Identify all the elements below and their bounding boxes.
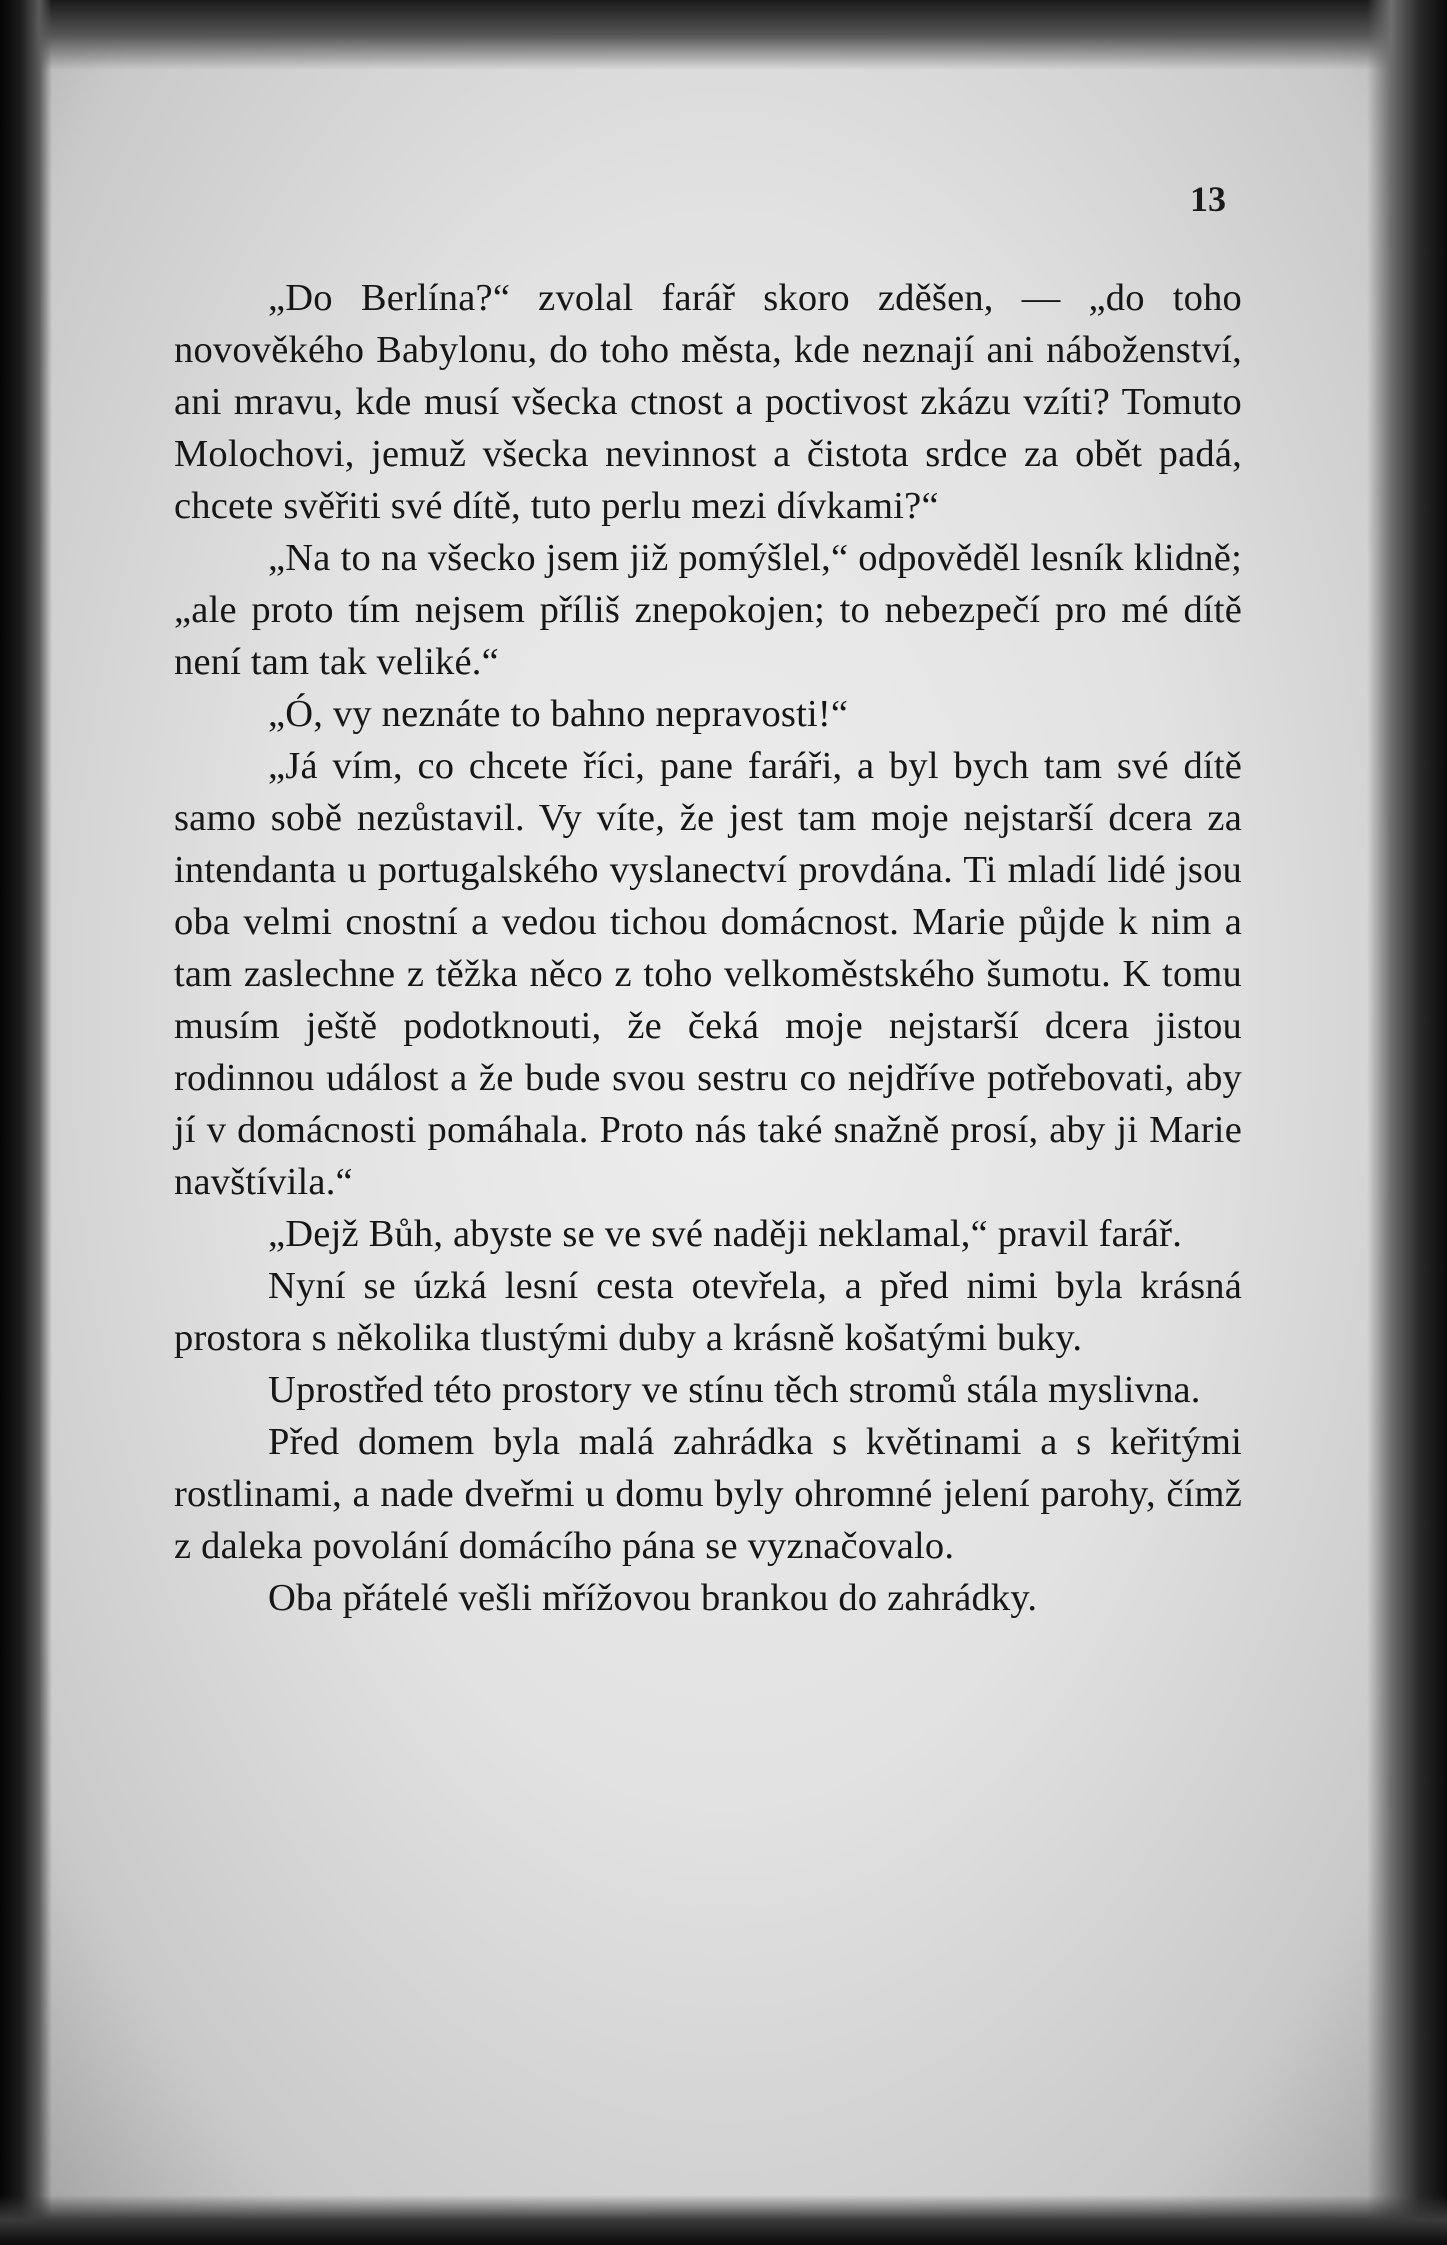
page-number: 13 — [1190, 179, 1226, 219]
scan-border-bottom — [0, 2195, 1447, 2245]
paragraph-2: „Na to na všecko jsem již pomýšlel,“ odpověděl lesník klidně; „ale proto tím nejsem příliš znepokojen; to nebezpečí pro mé dítě není tam tak veliké.“ — [174, 537, 1242, 683]
body-text — [174, 272, 1242, 1624]
paragraph-4: „Já vím, co chcete říci, pane faráři, a byl bych tam své dítě samo sobě nezůstavil. Vy víte, že jest tam moje nejstarší dcera za intendanta u portugalského vyslanectví provdána. Ti mladí lidé jsou oba velmi cnostní a vedou tichou domácnost. Marie půjde k nim a tam zaslechne z těžka něco z toho velkoměstského šumotu. K tomu musím ještě podotknouti, že čeká moje nejstarší dcera jistou rodinnou událost a že bude svou sestru co nejdříve potřebovati, aby jí v domácnosti pomáhala. Proto nás také snažně prosí, aby ji Marie navštívila.“ — [174, 745, 1242, 1203]
paragraph-9: Oba přátelé vešli mřížovou brankou do zahrádky. — [268, 1577, 1038, 1619]
paragraph-7: Uprostřed této prostory ve stínu těch stromů stála myslivna. — [268, 1369, 1201, 1411]
paragraph-1: „Do Berlína?“ zvolal farář skoro zděšen, — „do toho novověkého Babylonu, do toho města, kde neznají ani náboženství, ani mravu, kde musí všecka ctnost a poctivost zkázu vzíti? Tomuto Molochovi, jemuž všecka nevinnost a čistota srdce za obět padá, chcete svěřiti své dítě, tuto perlu mezi dívkami?“ — [174, 277, 1242, 527]
paragraph-6: Nyní se úzká lesní cesta otevřela, a před nimi byla krásná prostora s několika tlustými duby a krásně košatými buky. — [174, 1265, 1242, 1359]
scan-border-top — [0, 0, 1447, 70]
paragraph-8: Před domem byla malá zahrádka s květinami a s keřitými rostlinami, a nade dveřmi u domu byly ohromné jelení parohy, čímž z daleka povolání domácího pána se vyznačovalo. — [174, 1421, 1242, 1567]
paragraph-3: „Ó, vy neznáte to bahno nepravosti!“ — [268, 693, 849, 735]
scan-border-right — [1367, 0, 1447, 2245]
paragraph-5: „Dejž Bůh, abyste se ve své naději neklamal,“ pravil farář. — [268, 1213, 1183, 1255]
scan-border-left — [0, 0, 52, 2245]
